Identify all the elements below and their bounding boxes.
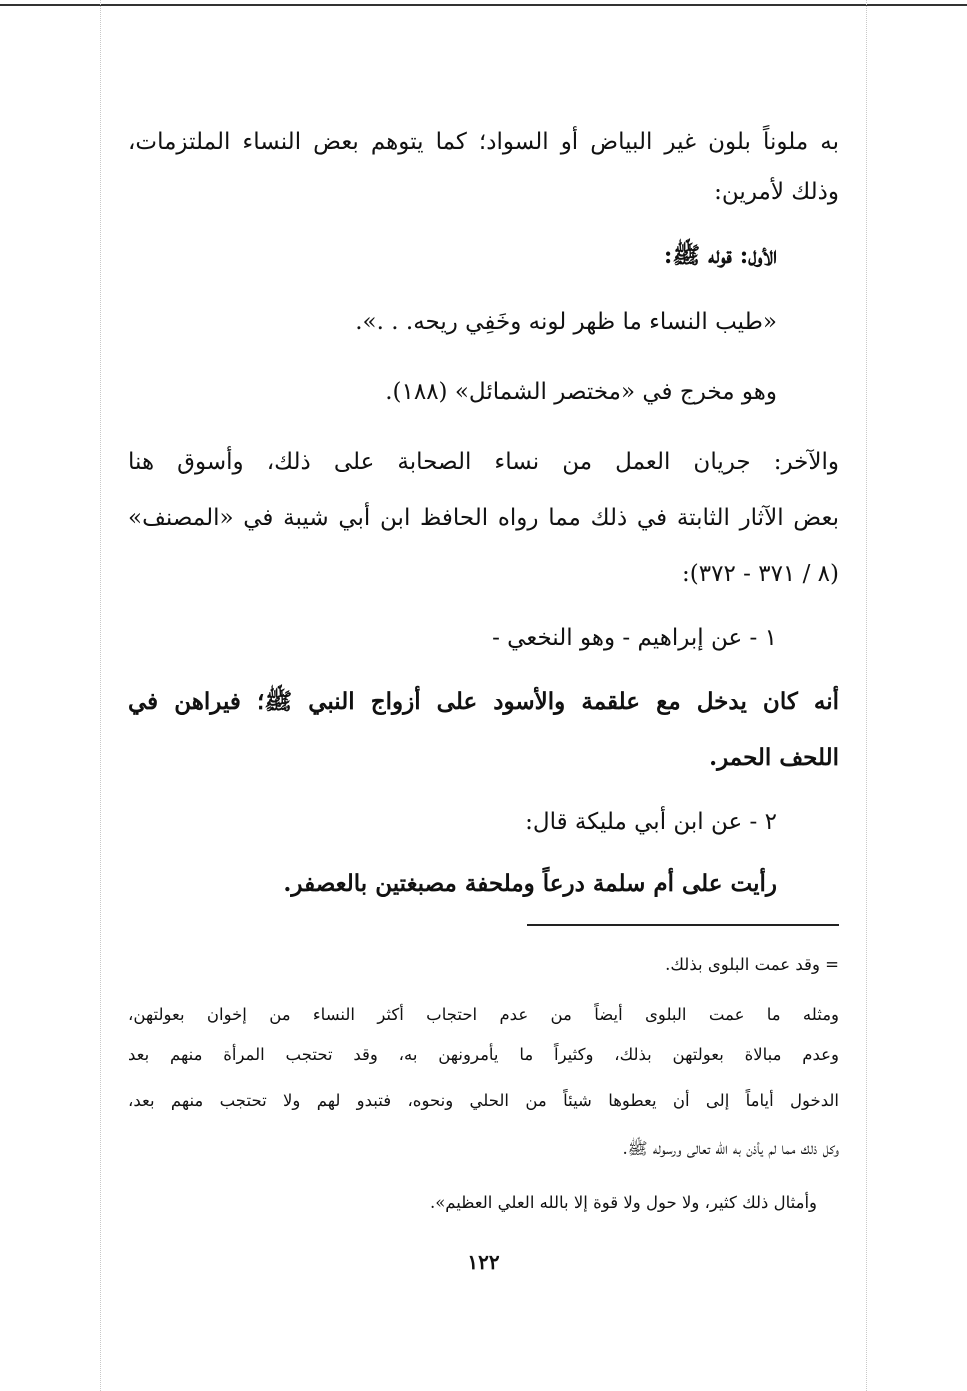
footnote-line: الدخول أياماً إلى أن يعطوها شيئاً من الحلي ونحوه، فتبدو لهم ولا تحتجب منهم بعد، bbox=[128, 1091, 839, 1110]
body-line: والآخر: جريان العمل من نساء الصحابة على ذلك، وأسوق هنا bbox=[128, 449, 839, 475]
body-line: اللحف الحمر. bbox=[709, 744, 839, 771]
margin-guide-left bbox=[100, 0, 101, 1391]
body-line: وهو مخرج في «مختصر الشمائل» (١٨٨). bbox=[385, 379, 777, 405]
page-number: ١٢٢ bbox=[467, 1250, 500, 1274]
body-line: بعض الآثار الثابتة في ذلك مما رواه الحافظ ابن أبي شيبة في «المصنف» bbox=[128, 505, 839, 531]
margin-guide-right bbox=[866, 0, 867, 1391]
body-line: ٢ - عن ابن أبي مليكة قال: bbox=[525, 809, 777, 835]
footnote-line: = وقد عمت البلوى بذلك. bbox=[665, 955, 839, 974]
body-line: الأول: قوله ﷺ: bbox=[663, 242, 777, 269]
body-line: (٨ / ٣٧١ - ٣٧٢): bbox=[682, 561, 839, 587]
footnote-separator bbox=[527, 924, 839, 926]
footnote-line: وكل ذلك مما لم يأذن به الله تعالى ورسوله ﷺ. bbox=[622, 1139, 839, 1158]
top-rule bbox=[0, 4, 967, 6]
body-line: وذلك لأمرين: bbox=[714, 179, 839, 205]
body-line: ١ - عن إبراهيم - وهو النخعي - bbox=[492, 625, 777, 651]
body-line: رأيت على أم سلمة درعاً وملحفة مصبغتين بالعصفر. bbox=[283, 870, 777, 897]
body-line: أنه كان يدخل مع علقمة والأسود على أزواج النبي ﷺ؛ فيراهن في bbox=[128, 688, 839, 715]
quote-line: «طيب النساء ما ظهر لونه وخَفِي ريحه. . .». bbox=[355, 309, 777, 335]
footnote-line: وأمثال ذلك كثير، ولا حول ولا قوة إلا بالله العلي العظيم». bbox=[429, 1193, 817, 1212]
body-line: به ملوناً بلون غير البياض أو السواد؛ كما يتوهم بعض النساء الملتزمات، bbox=[128, 129, 839, 155]
footnote-line: وعدم مبالاة بعولتهن بذلك، وكثيراً ما يأمرونهن به، وقد تحتجب المرأة منهم بعد bbox=[128, 1045, 839, 1064]
footnote-line: ومثله ما عمت البلوى أيضاً من عدم احتجاب أكثر النساء من إخوان بعولتهن، bbox=[128, 1005, 839, 1024]
